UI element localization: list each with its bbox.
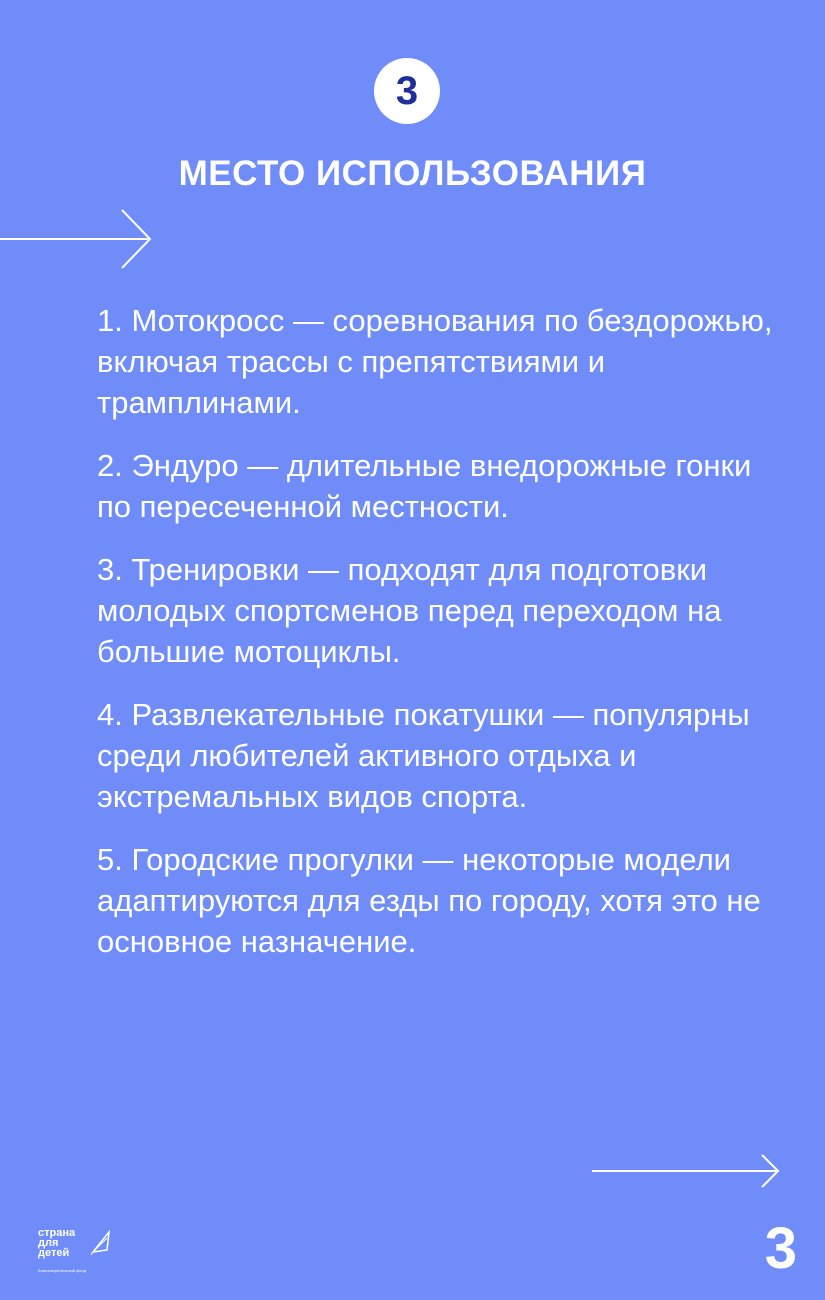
arrow-right-icon — [590, 1151, 780, 1191]
kite-icon — [90, 1230, 112, 1256]
number-badge — [374, 58, 440, 124]
logo-line: детей — [38, 1247, 70, 1259]
list-item: 5. Городские прогулки — некоторые модели адаптируются для езды по городу, хотя это не основное назначение. — [97, 842, 761, 959]
list-item: 3. Тренировки — подходят для подготовки молодых спортсменов перед переходом на большие мотоциклы. — [97, 552, 722, 669]
page-number: 3 — [764, 1216, 797, 1281]
list-item: 4. Развлекательные покатушки — популярны среди любителей активного отдыха и экстремальных видов спорта. — [97, 697, 750, 814]
usage-list — [97, 300, 787, 984]
list-item: 1. Мотокросс — соревнования по бездорожью, включая трассы с препятствиями и трамплинами. — [97, 303, 773, 420]
logo-line: для — [38, 1237, 59, 1249]
logo-subtitle: Благотворительный фонд — [38, 1268, 87, 1273]
brand-logo — [38, 1228, 128, 1278]
badge-number: 3 — [395, 69, 419, 113]
arrow-right-icon — [0, 206, 152, 272]
logo-line: страна — [38, 1227, 76, 1239]
list-item: 2. Эндуро — длительные внедорожные гонки по пересеченной местности. — [97, 448, 752, 524]
page-title: МЕСТО ИСПОЛЬЗОВАНИЯ — [178, 154, 647, 193]
